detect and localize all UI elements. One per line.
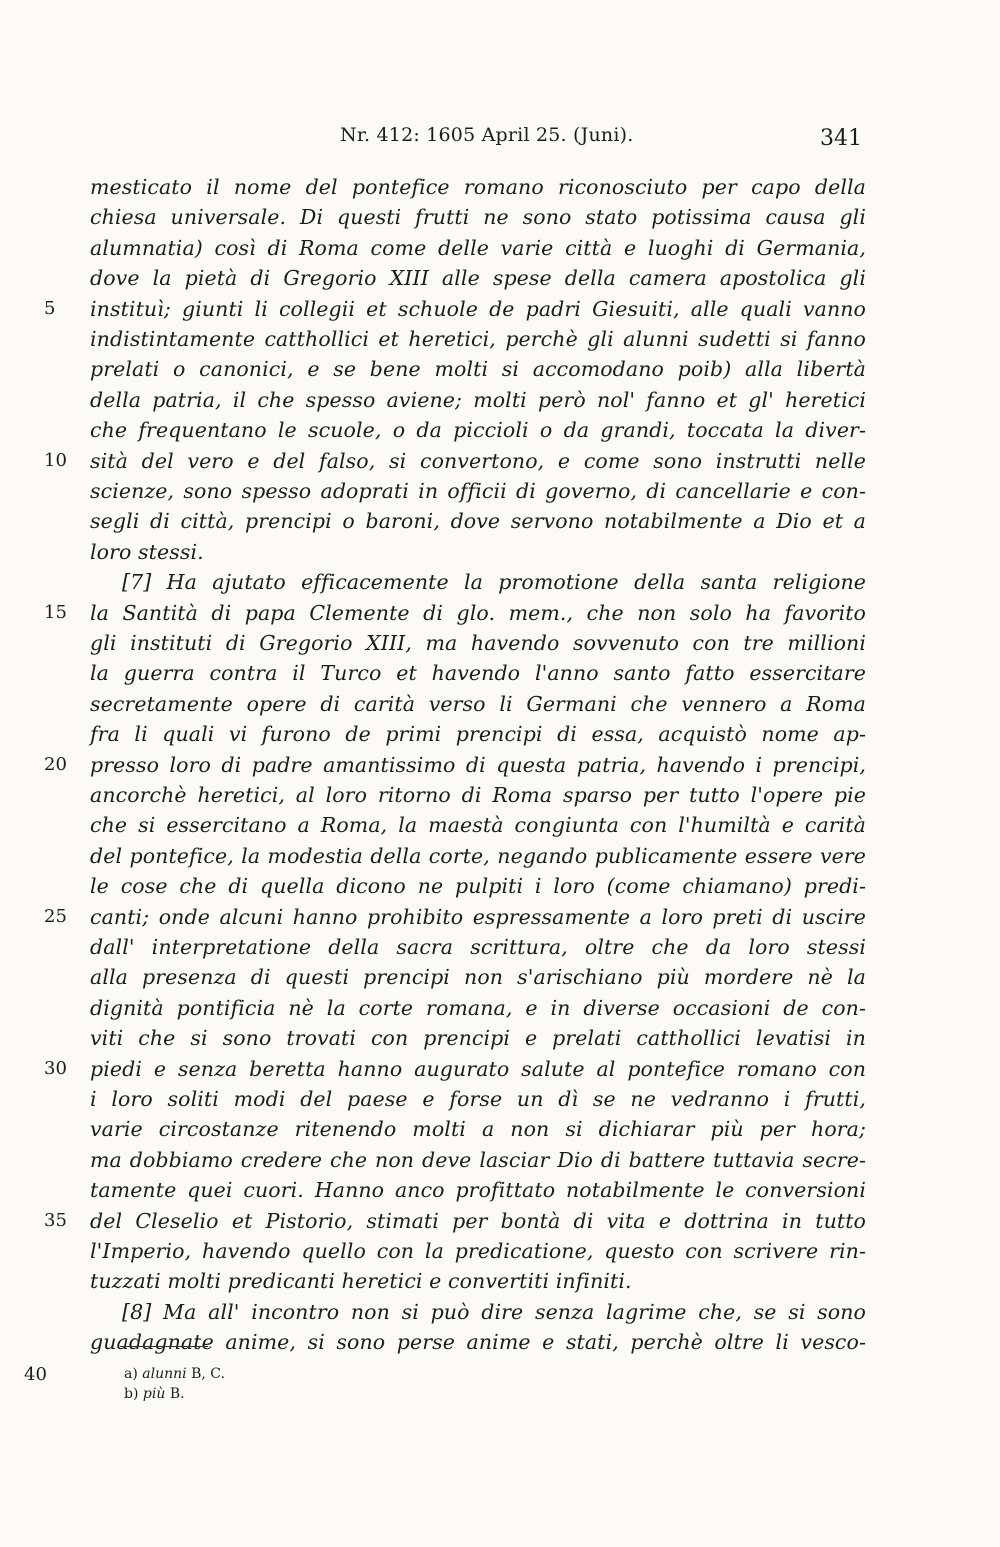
text-line (44, 446, 866, 476)
line-text: tuzzati molti predicanti heretici e convertiti infiniti. (90, 1269, 632, 1294)
line-text: canti; onde alcuni hanno prohibito espressamente a loro preti di uscire (90, 904, 866, 929)
line-text: dall' interpretatione della sacra scrittura, oltre che da loro stessi (90, 935, 866, 959)
text-line (90, 841, 866, 871)
line-text: [7] Ha ajutato efficacemente la promotione della santa religione (122, 570, 866, 595)
line-text: segli di città, prencipi o baroni, dove servono notabilmente a Dio et a (90, 509, 866, 534)
line-text: indistintamente catthollici et heretici, perchè gli alunni sudetti si fanno (90, 327, 866, 351)
line-text: fra li quali vi furono de primi prencipi di essa, acquistò nome ap- (90, 722, 866, 747)
text-line (90, 932, 866, 962)
text-line (44, 1206, 866, 1236)
footnote-b: b) più B. (124, 1386, 185, 1402)
text-line (90, 1023, 866, 1053)
text-line (44, 294, 866, 324)
line-text: dove la pietà di Gregorio XIII alle spese della camera apostolica gli (90, 266, 866, 291)
text-line (90, 202, 866, 232)
text-line (90, 810, 866, 840)
line-text: dignità pontificia nè la corte romana, e in diverse occasioni de con- (90, 995, 866, 1020)
text-line (90, 628, 866, 658)
running-head (0, 124, 1000, 156)
text-line (90, 324, 866, 354)
text-line (90, 506, 866, 536)
text-line (90, 1145, 866, 1175)
line-text: i loro soliti modi del paese e forse un dì se ne vedranno i frutti, (90, 1087, 866, 1111)
line-text: [8] Ma all' incontro non si può dire senza lagrime che, se si sono (122, 1299, 866, 1324)
line-text: l'Imperio, havendo quello con la predicatione, questo con scrivere rin- (90, 1239, 866, 1263)
line-number: 10 (44, 449, 68, 471)
text-line (90, 993, 866, 1023)
text-line (90, 1236, 866, 1266)
line-text: instituì; giunti li collegii et schuole de padri Giesuiti, alle quali vanno (90, 296, 866, 321)
text-line (90, 689, 866, 719)
line-text: guadagnate anime, si sono perse anime e stati, perchè oltre li vesco- (90, 1330, 866, 1355)
text-line (90, 658, 866, 688)
line-number: 30 (44, 1057, 68, 1079)
line-text: viti che si sono trovati con prencipi e prelati catthollici levatisi in (90, 1026, 866, 1051)
line-text: secretamente opere di carità verso li Germani che vennero a Roma (90, 691, 866, 716)
text-line (44, 902, 866, 932)
line-text: le cose che di quella dicono ne pulpiti i loro (come chiamano) predi- (90, 874, 866, 899)
line-text: piedi e senza beretta hanno augurato salute al pontefice romano con (90, 1056, 866, 1081)
text-line (90, 871, 866, 901)
text-line (90, 1175, 866, 1205)
line-number: 20 (44, 753, 68, 775)
line-text: del pontefice, la modestia della corte, negando publicamente essere vere (90, 843, 866, 868)
text-line (44, 750, 866, 780)
line-text: prelati o canonici, e se bene molti si accomodano poib) alla libertà (90, 357, 866, 382)
line-number: 35 (44, 1209, 68, 1231)
line-text: ma dobbiamo credere che non deve lasciar Dio di battere tuttavia secre- (90, 1147, 866, 1172)
footnotes (124, 1364, 624, 1404)
text-line (90, 476, 866, 506)
line-text: la guerra contra il Turco et havendo l'anno santo fatto essercitare (90, 661, 866, 686)
line-text: chiesa universale. Di questi frutti ne sono stato potissima causa gli (90, 205, 866, 230)
line-number: 5 (44, 297, 56, 319)
line-text: varie circostanze ritenendo molti a non si dichiarar più per hora; (90, 1117, 866, 1142)
text-line (90, 962, 866, 992)
running-title: Nr. 412: 1605 April 25. (Juni). (340, 124, 634, 146)
line-text: mesticato il nome del pontefice romano riconosciuto per capo della (90, 175, 866, 199)
text-line (122, 567, 866, 597)
line-number: 25 (44, 905, 68, 927)
text-line (90, 1327, 866, 1357)
line-text: presso loro di padre amantissimo di questa patria, havendo i prencipi, (90, 752, 866, 777)
line-text: sità del vero e del falso, si convertono, e come sono instrutti nelle (90, 448, 866, 473)
line-text: alla presenza di questi prencipi non s'arischiano più mordere nè la (90, 965, 866, 990)
line-text: alumnatia) così di Roma come delle varie città e luoghi di Germania, (90, 235, 866, 260)
text-line (44, 1054, 866, 1084)
text-line (90, 354, 866, 384)
text-line (90, 233, 866, 263)
text-line (90, 1266, 866, 1296)
text-line (122, 1297, 866, 1327)
text-line (90, 1084, 866, 1114)
text-line (44, 598, 866, 628)
line-number: 15 (44, 601, 68, 623)
page-number: 341 (820, 126, 862, 151)
text-line (90, 719, 866, 749)
line-text: che frequentano le scuole, o da piccioli o da grandi, toccata la diver- (90, 418, 866, 443)
text-line (90, 1114, 866, 1144)
line-text: ancorchè heretici, al loro ritorno di Roma sparso per tutto l'opere pie (90, 783, 866, 807)
line-text: della patria, il che spesso aviene; molti però nol' fanno et gl' heretici (90, 387, 866, 412)
text-line (90, 415, 866, 445)
text-line (90, 263, 866, 293)
line-text: scienze, sono spesso adoprati in officii di governo, di cancellarie e con- (90, 479, 866, 503)
line-text: del Cleselio et Pistorio, stimati per bontà di vita e dottrina in tutto (90, 1208, 866, 1233)
text-line (90, 385, 866, 415)
line-text: loro stessi. (90, 539, 204, 564)
footnote-rule (120, 1346, 208, 1347)
line-text: tamente quei cuori. Hanno anco profittato notabilmente le conversioni (90, 1178, 866, 1203)
line-text: che si essercitano a Roma, la maestà congiunta con l'humiltà e carità (90, 813, 866, 838)
footnote-line-number: 40 (24, 1364, 47, 1385)
text-line (90, 537, 866, 567)
footnote-a: a) alunni B, C. (124, 1366, 225, 1382)
text-line (90, 172, 866, 202)
line-text: gli instituti di Gregorio XIII, ma havendo sovvenuto con tre millioni (90, 631, 866, 655)
line-text: la Santità di papa Clemente di glo. mem., che non solo ha favorito (90, 600, 866, 625)
text-line (90, 780, 866, 810)
